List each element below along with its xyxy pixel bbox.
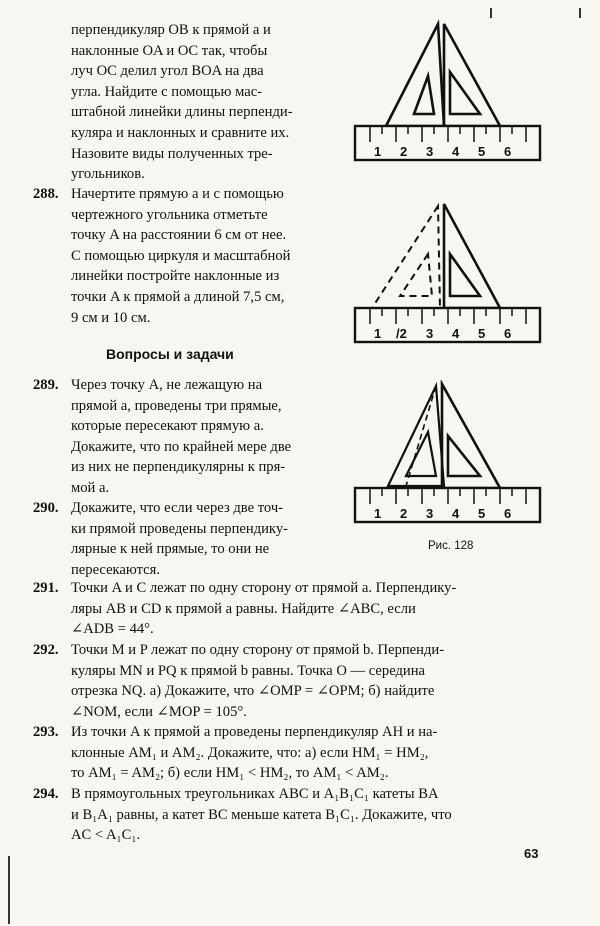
text-line: ки прямой проведены перпендику-: [71, 520, 288, 537]
text-line: из них не перпендикулярны к пря-: [71, 459, 286, 476]
figure-ruler-triangles-3: [350, 380, 550, 530]
triangle-right: [442, 384, 500, 488]
ruler-label: 3: [426, 144, 434, 159]
ruler-label: 4: [452, 326, 460, 341]
ruler-label: 6: [504, 506, 512, 521]
text-line: Докажите, что если через две точ-: [71, 500, 284, 516]
text-line: С помощью циркуля и масштабной: [71, 247, 291, 264]
text-line: чертежного угольника отметьте: [71, 206, 268, 223]
text-line: и B₁A₁ равны, а катет BC меньше катета B₁C₁. Докажите, что: [71, 806, 452, 823]
text-line: ∠NOM, если ∠MOP = 105°.: [71, 703, 247, 720]
text-line: точку A на расстоянии 6 см от нее.: [71, 227, 287, 244]
ruler-label: 6: [504, 326, 512, 341]
problem-293-text: [71, 722, 437, 784]
problem-288-text: [71, 184, 290, 328]
text-line: AC < A₁C₁.: [71, 827, 141, 844]
text-line: ∠ADB = 44°.: [71, 621, 154, 638]
ruler-label: 6: [504, 144, 512, 159]
ruler-label: 4: [452, 144, 460, 159]
triangle-rotated: [388, 386, 444, 486]
ruler-label: 5: [478, 144, 486, 159]
problem-number: 293.: [33, 724, 59, 740]
text-line: В прямоугольных треугольниках ABC и A₁B₁C₁ катеты BA: [71, 786, 439, 802]
problem-number: 289.: [33, 377, 59, 393]
text-line: куляра и наклонных и сравните их.: [71, 124, 290, 141]
text-line: луч OC делил угол BOA на два: [71, 63, 264, 80]
problem-287-continuation: [71, 20, 293, 185]
ruler-label: 5: [478, 506, 486, 521]
section-heading: Вопросы и задачи: [106, 346, 234, 362]
problem-292-text: [71, 640, 444, 722]
text-line: лярные к ней прямые, то они не: [71, 541, 270, 558]
problem-291-text: [71, 578, 456, 640]
problem-290-text: [71, 498, 288, 580]
ruler-label: 1: [374, 326, 382, 341]
text-line: Докажите, что по крайней мере две: [71, 438, 292, 455]
text-line: линейки постройте наклонные из: [71, 268, 280, 285]
ruler-label: /2: [396, 326, 407, 341]
problem-number: 292.: [33, 642, 59, 658]
ruler-label: 1: [374, 144, 382, 159]
ruler-label: 4: [452, 506, 460, 521]
ruler-label: 2: [400, 506, 408, 521]
text-line: перпендикуляр OB к прямой a и: [71, 22, 271, 38]
text-line: наклонные OA и OC так, чтобы: [71, 42, 268, 59]
scan-artifact-line: [8, 856, 10, 924]
triangle-dashed: [406, 386, 436, 486]
ruler-label: 3: [426, 326, 434, 341]
text-line: мой a.: [71, 479, 110, 496]
ruler-label: 5: [478, 326, 486, 341]
ruler-label: 3: [426, 506, 434, 521]
figure-ruler-triangles-2: [350, 196, 550, 348]
text-line: точки A к прямой a длиной 7,5 см,: [71, 288, 285, 305]
problem-289-text: [71, 375, 291, 499]
triangle-right: [444, 204, 500, 308]
scan-artifact-mark: [579, 8, 581, 18]
problem-number: 288.: [33, 186, 59, 202]
figure-caption: Рис. 128: [428, 540, 474, 552]
text-line: штабной линейки длины перпенди-: [71, 104, 293, 121]
text-line: отрезка NQ. а) Докажите, что ∠OMP = ∠OPM; б) найдите: [71, 683, 435, 700]
text-line: пересекаются.: [71, 561, 161, 578]
ruler-label: 2: [400, 144, 408, 159]
scan-artifact-mark: [490, 8, 492, 18]
text-line: Из точки A к прямой a проведены перпендикуляр AH и на-: [71, 724, 438, 740]
triangle-left: [386, 24, 444, 126]
text-line: Точки A и C лежат по одну сторону от прямой a. Перпендику-: [71, 580, 457, 596]
text-line: клонные AM₁ и AM₂. Докажите, что: а) если HM₁ = HM₂,: [71, 744, 429, 761]
text-line: Через точку A, не лежащую на: [71, 377, 263, 393]
text-line: которые пересекают прямую a.: [71, 418, 264, 435]
text-line: угла. Найдите с помощью мас-: [71, 83, 263, 100]
problem-294-text: [71, 784, 452, 846]
triangle-left-dashed: [372, 206, 440, 308]
text-line: 9 см и 10 см.: [71, 309, 151, 326]
text-line: Точки M и P лежат по одну сторону от прямой b. Перпенди-: [71, 642, 445, 658]
text-line: ляры AB и CD к прямой a равны. Найдите ∠ABC, если: [71, 600, 416, 617]
problem-number: 291.: [33, 580, 59, 596]
text-line: то AM₁ = AM₂; б) если HM₁ < HM₂, то AM₁ < AM₂.: [71, 765, 389, 782]
text-line: угольников.: [71, 166, 145, 183]
problem-number: 294.: [33, 786, 59, 802]
problem-number: 290.: [33, 500, 59, 516]
triangle-right: [444, 24, 500, 126]
text-line: прямой a, проведены три прямые,: [71, 397, 282, 414]
ruler-label: 1: [374, 506, 382, 521]
text-line: Начертите прямую a и с помощью: [71, 186, 284, 202]
figure-ruler-triangles-1: [350, 14, 550, 166]
text-line: куляры MN и PQ к прямой b равны. Точка O — середина: [71, 662, 426, 679]
text-line: Назовите виды полученных тре-: [71, 145, 273, 162]
page-number: 63: [524, 846, 539, 861]
